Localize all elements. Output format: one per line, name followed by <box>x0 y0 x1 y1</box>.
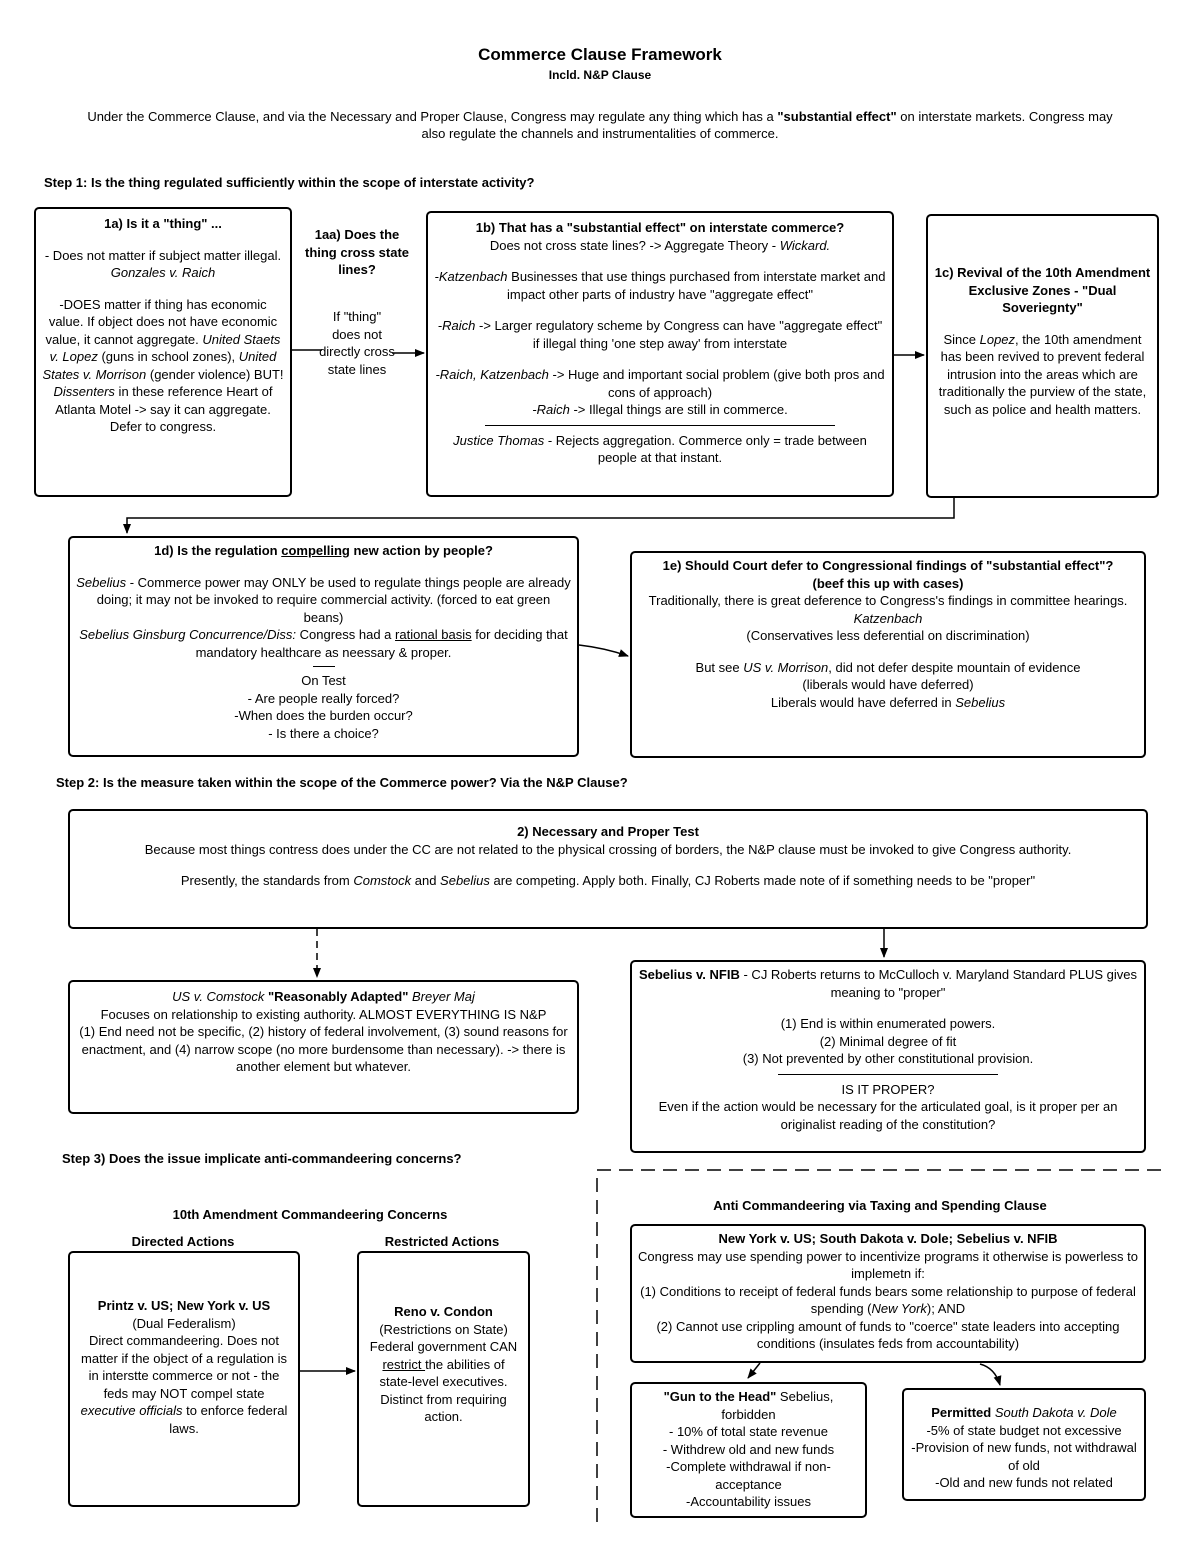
box-1e <box>630 551 1146 758</box>
box-1b <box>426 211 894 497</box>
box-directed-t2: to enforce federal laws. <box>169 1403 288 1436</box>
box-nfib-q-text: Even if the action would be necessary for the articulated goal, is it proper per an originalist reading of the constitution? <box>658 1099 1118 1132</box>
step1-heading: Step 1: Is the thing regulated sufficiently within the scope of interstate activity? <box>44 175 535 190</box>
box-gun-l1: - 10% of total state revenue <box>669 1424 828 1440</box>
box-nfib-i3: (3) Not prevented by other constitutional provision. <box>742 1051 1034 1067</box>
step2-heading: Step 2: Is the measure taken within the scope of the Commerce power? Via the N&P Clause? <box>56 775 628 790</box>
box-1b-title: 1b) That has a "substantial effect" on interstate commerce? <box>475 220 845 235</box>
box-permitted-case: South Dakota v. Dole <box>994 1405 1117 1420</box>
box-spending <box>630 1224 1146 1363</box>
box-comstock <box>68 980 579 1114</box>
box-2-l2-a: Presently, the standards from <box>180 873 354 889</box>
box-1b-p3-case: -Raich <box>437 318 476 334</box>
box-comstock-author: Breyer Maj <box>408 989 475 1004</box>
box-1e-l1: Traditionally, there is great deference to Congress's findings in committee hearings. <box>648 593 1128 609</box>
box-2-l2-b: and <box>411 873 441 889</box>
box-1b-p5-text: -> Illegal things are still in commerce. <box>569 402 788 418</box>
box-1e-l4 <box>638 659 1138 677</box>
box-comstock-title <box>76 988 571 1006</box>
box-1a-p2 <box>42 296 284 436</box>
arrow-spending-permitted <box>980 1364 1000 1385</box>
box-spending-l2 <box>638 1283 1138 1318</box>
box-nfib-title <box>638 966 1138 1001</box>
box-1e-l4-a: But see <box>695 659 744 675</box>
box-1d-p1-case: Sebelius <box>76 574 127 590</box>
box-1e-l5: (liberals would have deferred) <box>802 677 974 693</box>
box-1a-p2-c: (gender violence) BUT! <box>146 366 284 382</box>
box-1d-test1: - Are people really forced? <box>247 690 400 706</box>
divider <box>485 425 835 426</box>
box-1b-p2 <box>434 268 886 303</box>
box-1a <box>34 207 292 497</box>
box-nfib-l0: - CJ Roberts returns to McCulloch v. Maryland Standard PLUS gives meaning to "proper" <box>739 967 1138 1000</box>
intro-text <box>75 108 1125 142</box>
box-2-title: 2) Necessary and Proper Test <box>517 824 699 839</box>
box-1e-l6-case: Sebelius <box>955 694 1006 710</box>
box-restricted <box>357 1251 530 1507</box>
box-1b-p2-text: Businesses that use things purchased from interstate market and impact other parts of industry have "aggregate effect" <box>507 269 886 302</box>
box-2-l1: Because most things contress does under the CC are not related to the physical crossing of borders, the N&P clause must be invoked to give Congress authority. <box>144 841 1072 857</box>
box-1d-title <box>76 542 571 560</box>
arrow-1d-1e <box>579 645 628 656</box>
box-comstock-title-bold: "Reasonably Adapted" <box>264 989 409 1004</box>
box-2-l2-case2: Sebelius <box>440 873 490 889</box>
box-comstock-l2: (1) End need not be specific, (2) history of federal involvement, (3) sound reasons for enactment, and (4) narrow scope (no more burdensome than necessary). -> there is another element but whatever. <box>79 1024 568 1075</box>
box-gun-title-rest: Sebelius, forbidden <box>721 1389 834 1422</box>
box-1aa-body: If "thing" does not directly cross state lines <box>319 309 395 377</box>
box-1b-p5 <box>434 401 886 419</box>
box-1b-p4-text: -> Huge and important social problem (give both pros and cons of approach) <box>548 367 885 400</box>
box-spending-l2-case: New York <box>871 1301 927 1317</box>
box-1e-note: (beef this up with cases) <box>812 575 964 591</box>
box-restricted-body <box>365 1338 522 1426</box>
page-subtitle: Incld. N&P Clause <box>548 68 652 82</box>
intro-before: Under the Commerce Clause, and via the Necessary and Proper Clause, Congress may regulate any thing which has a <box>87 109 778 124</box>
commandeering-heading: 10th Amendment Commandeering Concerns <box>172 1207 448 1222</box>
box-1b-p3 <box>434 317 886 352</box>
box-1a-p2-case2: United States v. Morrison <box>42 349 277 382</box>
box-1c-b2: , the 10th amendment has been revived to prevent federal intrusion into the areas which are traditionally the purview of the state, such as police and health matters. <box>938 331 1147 417</box>
directed-label: Directed Actions <box>131 1234 235 1249</box>
box-1a-p2-case3: Dissenters <box>53 384 115 400</box>
divider <box>778 1074 998 1075</box>
box-restricted-case: Reno v. Condon <box>394 1304 493 1319</box>
box-1c-title: 1c) Revival of the 10th Amendment Exclusive Zones - "Dual Soveriegnty" <box>934 265 1151 316</box>
spending-heading: Anti Commandeering via Taxing and Spending Clause <box>713 1198 1047 1213</box>
box-spending-l2b: ); AND <box>926 1301 966 1317</box>
box-directed-ti: executive officials <box>80 1403 183 1419</box>
box-1b-p3-text: -> Larger regulatory scheme by Congress can have "aggregate effect" if illegal thing 'one step away' from interstate <box>475 318 883 351</box>
box-1b-p6-case: Justice Thomas <box>453 432 545 448</box>
box-nfib-case: Sebelius v. NFIB <box>638 967 740 982</box>
box-1a-p2-b: (guns in school zones), <box>97 349 239 365</box>
box-1e-l4-b: , did not defer despite mountain of evidence <box>828 659 1081 675</box>
box-1d-p1 <box>76 574 571 627</box>
box-spending-l2a: (1) Conditions to receipt of federal funds bears some relationship to purpose of federal spending ( <box>640 1283 1136 1317</box>
box-1b-p4 <box>434 366 886 401</box>
box-1d-test-title: On Test <box>301 673 346 689</box>
box-restricted-t2: the abilities of state-level executives. Distinct from requiring action. <box>379 1356 508 1425</box>
box-nfib-i1: (1) End is within enumerated powers. <box>780 1016 996 1032</box>
box-1d-test3: - Is there a choice? <box>268 725 379 741</box>
box-directed-t1: Direct commandeering. Does not matter if the object of a regulation is in interstte commerce or not - the feds may NOT compel state <box>81 1333 287 1401</box>
box-1d-p2-u: rational basis <box>395 627 472 643</box>
box-1b-l1 <box>434 237 886 255</box>
arrow-spending-gun <box>748 1363 760 1378</box>
box-1a-p1-case: Gonzales v. Raich <box>110 265 216 281</box>
box-gun-title-bold: "Gun to the Head" <box>663 1389 777 1404</box>
box-gun <box>630 1382 867 1518</box>
box-1e-l2: Katzenbach <box>853 610 923 626</box>
box-spending-l3: (2) Cannot use crippling amount of funds to "coerce" state leaders into accepting conditions (insulates feds from accountability) <box>656 1318 1120 1352</box>
box-1aa-title: 1aa) Does the thing cross state lines? <box>304 227 410 278</box>
box-1c-b1: Since <box>943 331 980 347</box>
box-1a-title: 1a) Is it a "thing" ... <box>104 216 222 231</box>
box-1b-p6-text: - Rejects aggregation. Commerce only = trade between people at that instant. <box>544 432 867 466</box>
box-nfib-q: IS IT PROPER? <box>841 1081 935 1097</box>
box-1d-title-u: compelling <box>281 543 350 558</box>
box-1d <box>68 536 579 757</box>
box-1d-title-a: 1d) Is the regulation <box>154 543 282 558</box>
box-1b-l1-case: Wickard. <box>779 237 831 253</box>
box-2-l2-case1: Comstock <box>353 873 412 889</box>
box-permitted-title <box>910 1404 1138 1422</box>
box-nfib <box>630 960 1146 1153</box>
intro-bold: "substantial effect" <box>777 109 897 124</box>
intro-after: on interstate markets. Congress may also regulate the channels and instrumentalities of commerce. <box>421 109 1113 142</box>
box-1b-l1-text: Does not cross state lines? -> Aggregate Theory - <box>489 237 780 253</box>
box-permitted-l1: -5% of state budget not excessive <box>926 1422 1122 1438</box>
box-permitted <box>902 1388 1146 1501</box>
box-restricted-sub: (Restrictions on State) <box>379 1321 508 1337</box>
box-gun-l2: - Withdrew old and new funds <box>662 1441 835 1457</box>
box-2-l2-c: are competing. Apply both. Finally, CJ Roberts made note of if something needs to be "proper" <box>489 873 1036 889</box>
box-1c-case: Lopez <box>979 331 1016 347</box>
box-directed-body <box>76 1332 292 1437</box>
box-1d-p2-case: Sebelius Ginsburg Concurrence/Diss: <box>79 627 297 643</box>
box-directed <box>68 1251 300 1507</box>
box-1b-p4-case: -Raich, Katzenbach <box>435 367 549 383</box>
box-spending-l1: Congress may use spending power to incentivize programs it otherwise is powerless to implemetn if: <box>638 1248 1139 1282</box>
box-1d-title-b: new action by people? <box>349 543 493 558</box>
box-1c-body <box>934 331 1151 419</box>
box-1d-test2: -When does the burden occur? <box>234 708 413 724</box>
arrow-1c-1d <box>127 498 954 533</box>
box-gun-l3: -Complete withdrawal if non-acceptance <box>666 1459 831 1492</box>
box-spending-cases: New York v. US; South Dakota v. Dole; Sebelius v. NFIB <box>718 1231 1058 1246</box>
box-1b-p5-case: -Raich <box>532 402 570 418</box>
box-1a-p2-a: -DOES matter if thing has economic value. If object does not have economic value, it cannot aggregate. <box>45 296 278 347</box>
box-1d-p2-a: Congress had a <box>296 627 396 643</box>
step3-heading: Step 3) Does the issue implicate anti-commandeering concerns? <box>62 1151 462 1166</box>
box-nfib-i2: (2) Minimal degree of fit <box>819 1033 957 1049</box>
box-1a-p2-d: in these reference Heart of Atlanta Motel -> say it can aggregate. Defer to congress. <box>55 384 273 435</box>
box-permitted-l3: -Old and new funds not related <box>935 1475 1113 1491</box>
box-1b-p2-case: -Katzenbach <box>434 269 508 285</box>
box-2-l2 <box>76 872 1140 890</box>
box-2 <box>68 809 1148 929</box>
box-1e-title: 1e) Should Court defer to Congressional findings of "substantial effect"? <box>662 558 1114 573</box>
box-1a-p1-text: - Does not matter if subject matter illegal. <box>44 247 282 263</box>
box-1e-l4-case: US v. Morrison <box>743 659 829 675</box>
box-1e-l6-a: Liberals would have deferred in <box>770 694 956 710</box>
box-restricted-t1: Federal government CAN <box>369 1339 518 1355</box>
box-permitted-title-a: Permitted <box>931 1405 995 1420</box>
box-1d-p2-b: for deciding that mandatory healthcare as neessary & proper. <box>195 627 568 660</box>
box-1a-p2-case1: United Staets v. Lopez <box>49 331 281 365</box>
box-gun-title <box>638 1388 859 1423</box>
page-title: Commerce Clause Framework <box>478 45 722 64</box>
box-comstock-l1: Focuses on relationship to existing authority. ALMOST EVERYTHING IS N&P <box>100 1006 547 1022</box>
box-1c <box>926 214 1159 498</box>
box-1d-p1-text: - Commerce power may ONLY be used to regulate things people are already doing; it may not be invoked to require commercial activity. (forced to eat green beans) <box>96 574 571 625</box>
restricted-label: Restricted Actions <box>384 1234 500 1249</box>
box-1a-p1 <box>42 247 284 282</box>
box-1e-l3: (Conservatives less deferential on discrimination) <box>746 628 1030 644</box>
box-1e-l6 <box>638 694 1138 712</box>
box-permitted-l2: -Provision of new funds, not withdrawal of old <box>911 1440 1137 1473</box>
box-gun-l4: -Accountability issues <box>686 1494 811 1510</box>
box-directed-sub: (Dual Federalism) <box>132 1315 236 1331</box>
divider <box>313 666 335 667</box>
box-1b-p6 <box>434 432 886 467</box>
box-directed-case: Printz v. US; New York v. US <box>97 1298 271 1313</box>
box-1d-p2 <box>76 626 571 661</box>
box-comstock-case: US v. Comstock <box>172 989 265 1004</box>
box-restricted-tu: restrict <box>382 1356 426 1372</box>
